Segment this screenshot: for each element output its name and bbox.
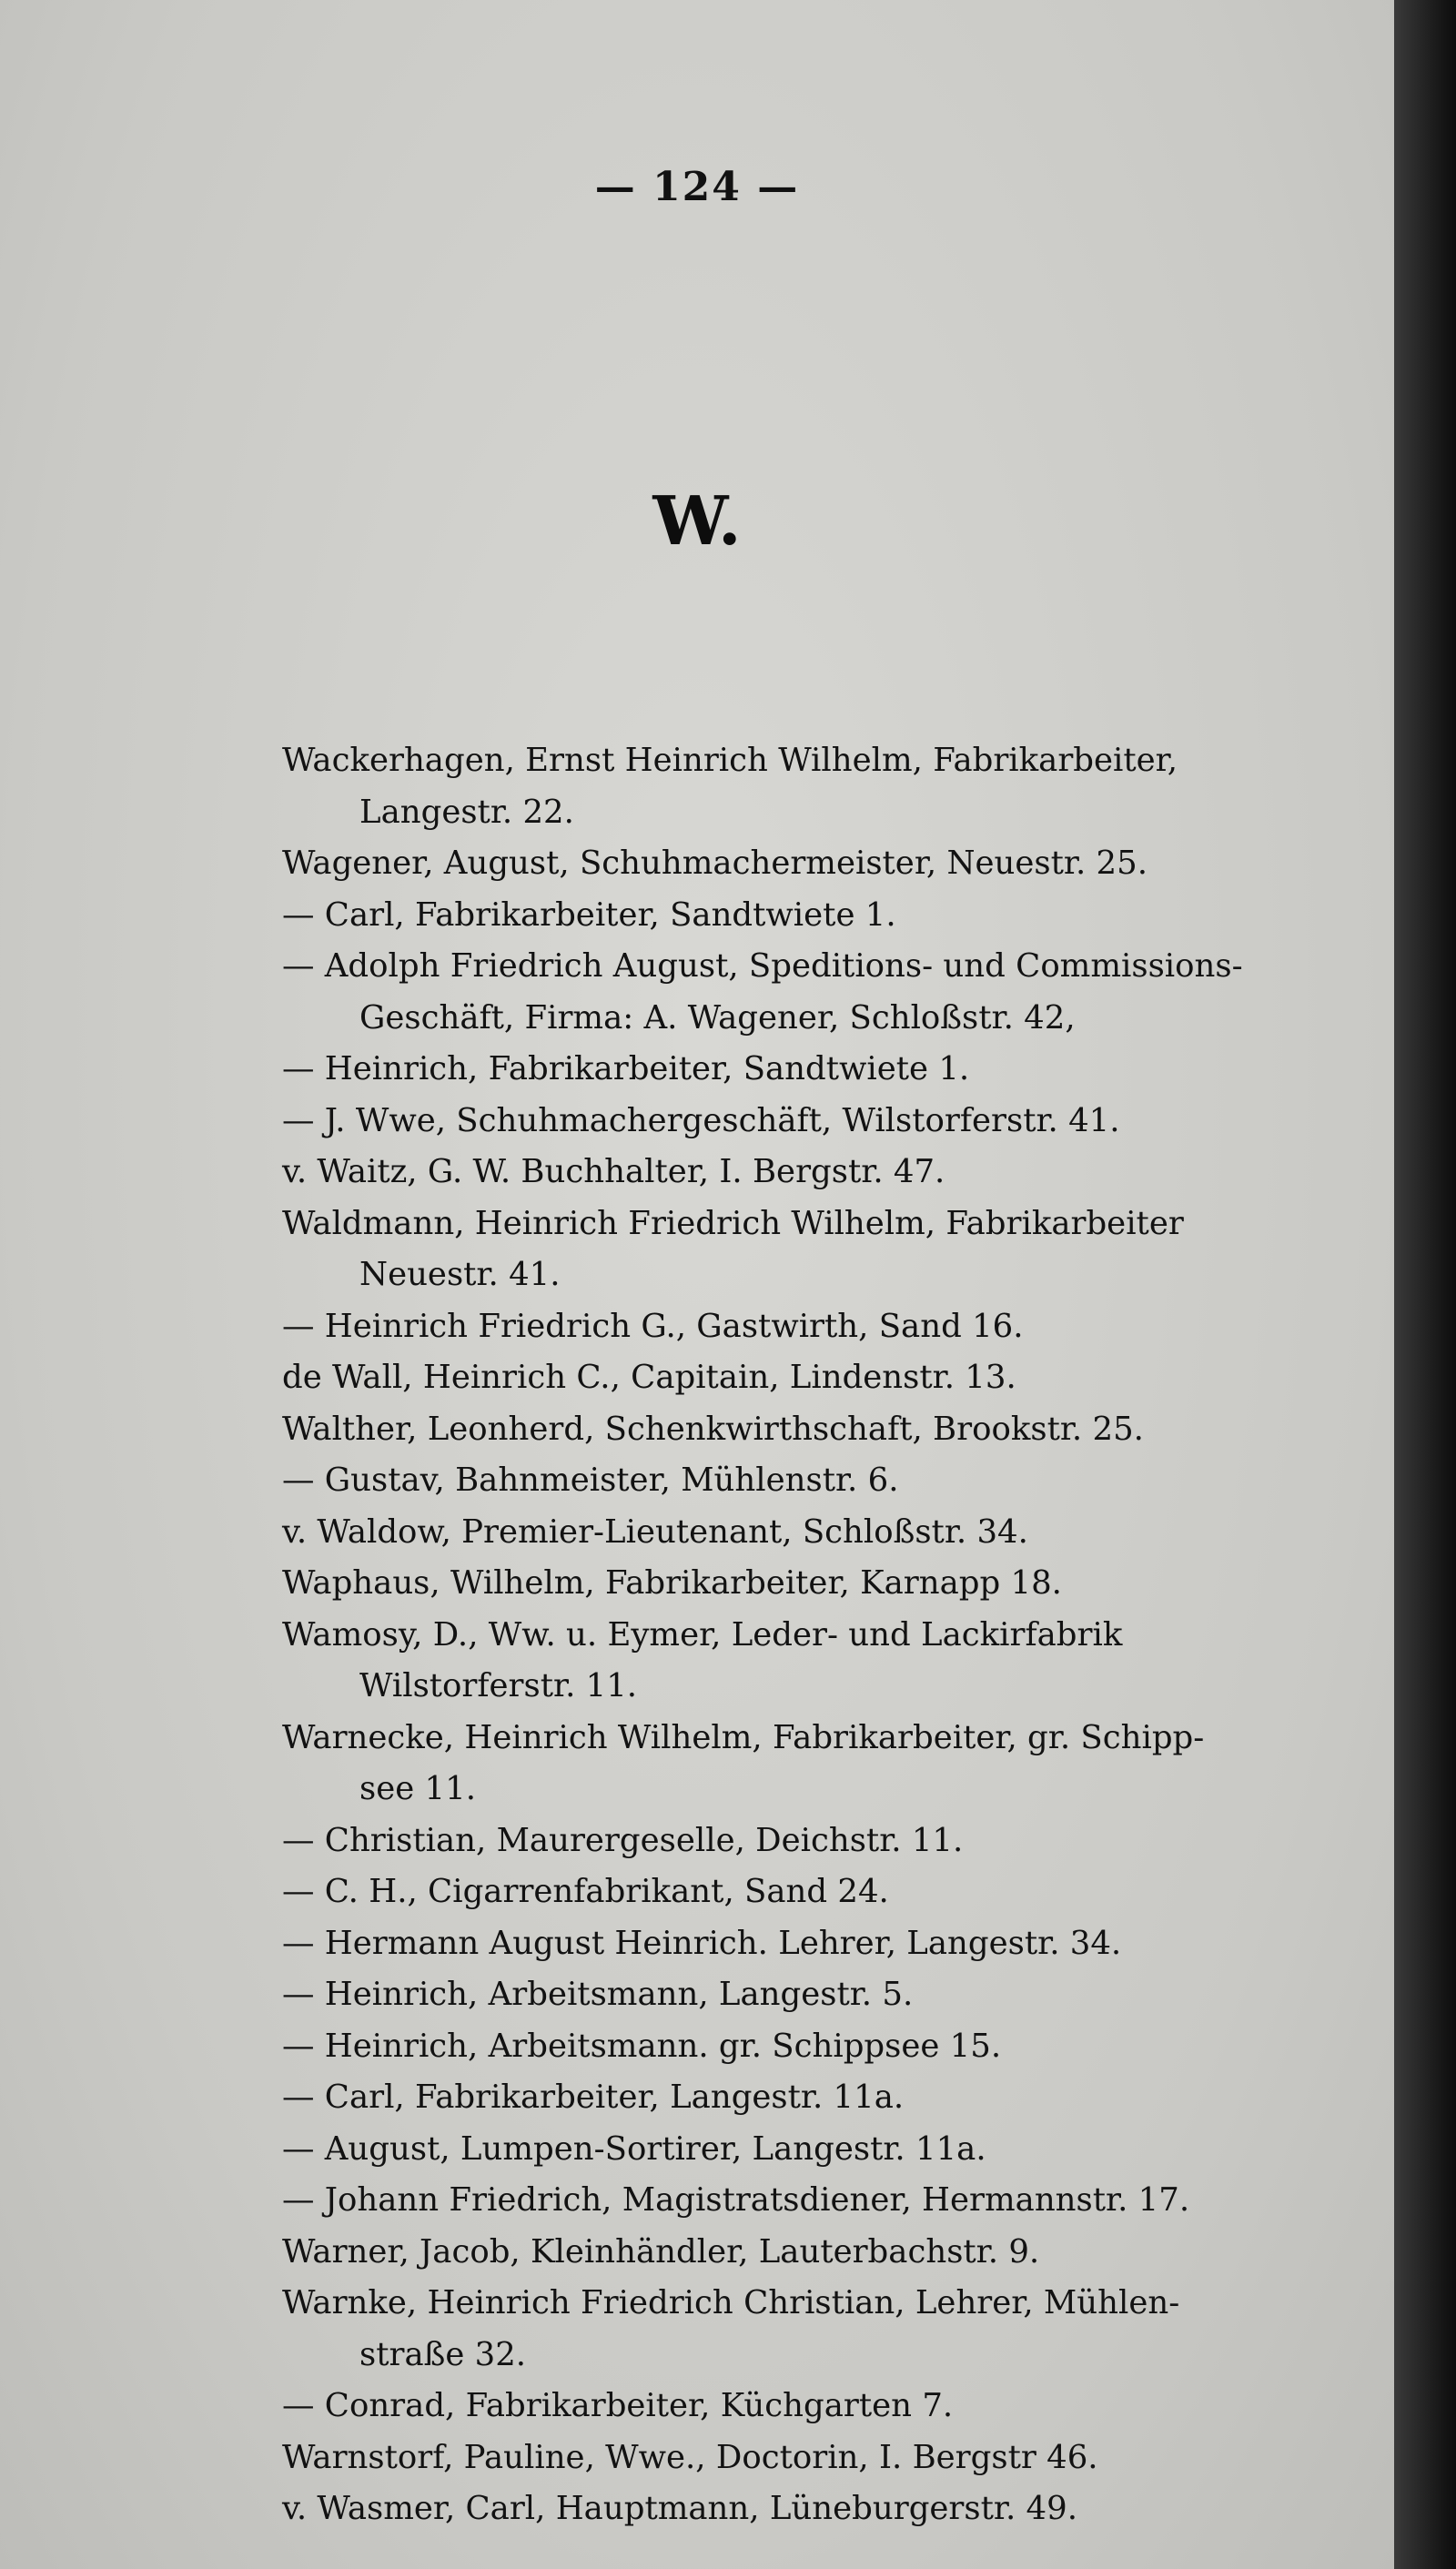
entry-continuation: see 11.	[359, 1770, 476, 1807]
entry-continuation: straße 32.	[359, 2335, 527, 2373]
entry-line: — Carl, Fabrikarbeiter, Langestr. 11a.	[282, 2078, 905, 2116]
entry-line: — Carl, Fabrikarbeiter, Sandtwiete 1.	[282, 895, 896, 934]
page-number: — 124 —	[594, 164, 800, 210]
entry-line: — Gustav, Bahnmeister, Mühlenstr. 6.	[282, 1461, 899, 1499]
entry-line: Wagener, August, Schuhmachermeister, Neuestr. 25.	[282, 845, 1148, 882]
entry-line: — Johann Friedrich, Magistratsdiener, Hermannstr. 17.	[282, 2181, 1190, 2219]
entry-line: — Heinrich, Arbeitsmann. gr. Schippsee 15.	[282, 2027, 1002, 2065]
entry-line: Wamosy, D., Ww. u. Eymer, Leder- und Lackirfabrik	[282, 1615, 1123, 1654]
entry-continuation: Wilstorferstr. 11.	[359, 1667, 638, 1704]
entry-line: v. Wasmer, Carl, Hauptmann, Lüneburgerstr. 49.	[282, 2490, 1077, 2527]
entry-line: v. Waldow, Premier-Lieutenant, Schloßstr. 34.	[282, 1512, 1028, 1551]
entry-line: — August, Lumpen-Sortirer, Langestr. 11a.	[282, 2129, 986, 2168]
entry-line: — Heinrich, Arbeitsmann, Langestr. 5.	[282, 1976, 914, 2013]
entry-line: — J. Wwe, Schuhmachergeschäft, Wilstorferstr. 41.	[282, 1101, 1120, 1139]
entry-line: Wackerhagen, Ernst Heinrich Wilhelm, Fabrikarbeiter,	[282, 742, 1178, 779]
entry-line: — Hermann August Heinrich. Lehrer, Langestr. 34.	[282, 1924, 1122, 1962]
entry-continuation: Geschäft, Firma: A. Wagener, Schloßstr. 42,	[359, 998, 1076, 1037]
entry-line: Waldmann, Heinrich Friedrich Wilhelm, Fabrikarbeiter	[282, 1204, 1184, 1242]
entry-continuation: Neuestr. 41.	[359, 1256, 561, 1293]
entry-line: — Heinrich, Fabrikarbeiter, Sandtwiete 1.	[282, 1050, 970, 1087]
entry-line: de Wall, Heinrich C., Capitain, Lindenstr. 13.	[282, 1359, 1016, 1396]
entry-line: v. Waitz, G. W. Buchhalter, I. Bergstr. 47.	[282, 1153, 945, 1190]
entry-line: — Christian, Maurergeselle, Deichstr. 11.	[282, 1821, 964, 1859]
entry-line: — Conrad, Fabrikarbeiter, Küchgarten 7.	[282, 2387, 954, 2424]
entry-line: Warner, Jacob, Kleinhändler, Lauterbachstr. 9.	[282, 2232, 1040, 2271]
entry-line: Waphaus, Wilhelm, Fabrikarbeiter, Karnapp 18.	[282, 1564, 1062, 1602]
entry-continuation: Langestr. 22.	[359, 793, 574, 831]
entry-line: Walther, Leonherd, Schenkwirthschaft, Brookstr. 25.	[282, 1410, 1144, 1448]
directory-entries	[282, 735, 1392, 2535]
entry-line: Warnke, Heinrich Friedrich Christian, Lehrer, Mühlen-	[282, 2284, 1180, 2321]
book-edge	[1394, 0, 1456, 2569]
entry-line: Warnstorf, Pauline, Wwe., Doctorin, I. Bergstr 46.	[282, 2438, 1098, 2476]
entry-line: — C. H., Cigarrenfabrikant, Sand 24.	[282, 1873, 889, 1910]
section-heading: W.	[652, 482, 742, 561]
entry-line: Warnecke, Heinrich Wilhelm, Fabrikarbeiter, gr. Schipp-	[282, 1718, 1205, 1756]
entry-line: — Heinrich Friedrich G., Gastwirth, Sand 16.	[282, 1307, 1024, 1345]
entry-line: — Adolph Friedrich August, Speditions- und Commissions-	[282, 947, 1243, 985]
